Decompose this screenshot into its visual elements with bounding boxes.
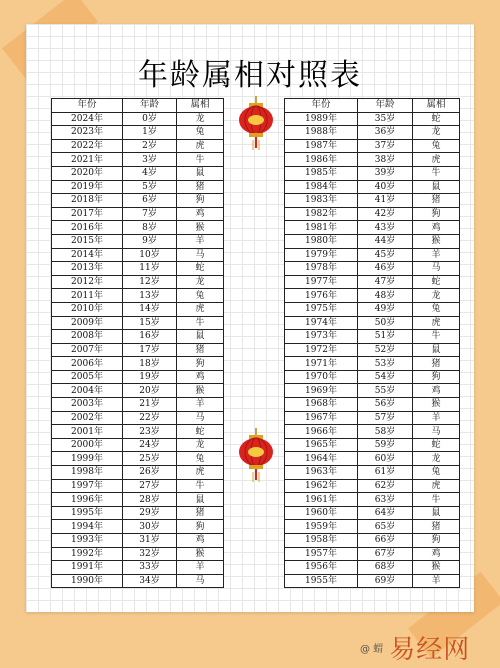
age-cell: 49岁: [358, 302, 413, 316]
zodiac-cell: 蛇: [177, 262, 224, 276]
zodiac-cell: 龙: [177, 438, 224, 452]
age-cell: 31岁: [123, 534, 177, 548]
zodiac-cell: 羊: [413, 411, 460, 425]
year-cell: 1979年: [285, 248, 358, 262]
table-row: [285, 180, 460, 194]
table-row: [52, 180, 224, 194]
table-row: [52, 153, 224, 167]
year-cell: 2014年: [52, 248, 123, 262]
table-row: [285, 493, 460, 507]
zodiac-cell: 龙: [177, 275, 224, 289]
zodiac-cell: 鸡: [413, 547, 460, 561]
year-cell: 1982年: [285, 207, 358, 221]
year-cell: 1995年: [52, 506, 123, 520]
table-row: [285, 330, 460, 344]
age-cell: 56岁: [358, 398, 413, 412]
year-cell: 1989年: [285, 112, 358, 126]
header-year: 年份: [285, 99, 358, 113]
age-cell: 16岁: [123, 330, 177, 344]
table-row: [285, 411, 460, 425]
table-row: [52, 275, 224, 289]
year-cell: 1974年: [285, 316, 358, 330]
table-row: [285, 153, 460, 167]
age-cell: 41岁: [358, 194, 413, 208]
year-cell: 1978年: [285, 262, 358, 276]
age-cell: 61岁: [358, 466, 413, 480]
year-cell: 1991年: [52, 561, 123, 575]
year-cell: 1984年: [285, 180, 358, 194]
year-cell: 1958年: [285, 534, 358, 548]
age-cell: 14岁: [123, 302, 177, 316]
zodiac-cell: 虎: [177, 302, 224, 316]
age-cell: 12岁: [123, 275, 177, 289]
table-row: [285, 534, 460, 548]
table-row: [52, 343, 224, 357]
year-cell: 2023年: [52, 126, 123, 140]
table-row: [285, 302, 460, 316]
table-row: [285, 221, 460, 235]
age-cell: 6岁: [123, 194, 177, 208]
year-cell: 2024年: [52, 112, 123, 126]
watermark: [360, 630, 470, 664]
table-row: [285, 466, 460, 480]
year-cell: 2020年: [52, 166, 123, 180]
table-row: [52, 166, 224, 180]
zodiac-cell: 狗: [413, 207, 460, 221]
zodiac-cell: 鼠: [177, 330, 224, 344]
year-cell: 1955年: [285, 574, 358, 588]
zodiac-cell: 牛: [413, 493, 460, 507]
table-row: [52, 316, 224, 330]
zodiac-cell: 猪: [413, 520, 460, 534]
table-row: [285, 112, 460, 126]
year-cell: 2002年: [52, 411, 123, 425]
zodiac-cell: 兔: [177, 289, 224, 303]
year-cell: 1966年: [285, 425, 358, 439]
year-cell: 1968年: [285, 398, 358, 412]
zodiac-cell: 鸡: [413, 221, 460, 235]
age-cell: 8岁: [123, 221, 177, 235]
year-cell: 1970年: [285, 370, 358, 384]
table-row: [52, 479, 224, 493]
zodiac-cell: 蛇: [413, 438, 460, 452]
zodiac-cell: 鸡: [413, 384, 460, 398]
zodiac-cell: 羊: [177, 234, 224, 248]
table-row: [52, 438, 224, 452]
table-row: [52, 466, 224, 480]
age-cell: 4岁: [123, 166, 177, 180]
header-year: 年份: [52, 99, 123, 113]
year-cell: 1969年: [285, 384, 358, 398]
table-row: [52, 302, 224, 316]
age-cell: 25岁: [123, 452, 177, 466]
year-cell: 2011年: [52, 289, 123, 303]
table-row: [285, 479, 460, 493]
age-cell: 42岁: [358, 207, 413, 221]
age-cell: 9岁: [123, 234, 177, 248]
zodiac-cell: 虎: [413, 316, 460, 330]
year-cell: 1990年: [52, 574, 123, 588]
watermark-handle: @ 蝟: [360, 643, 384, 655]
age-cell: 39岁: [358, 166, 413, 180]
year-cell: 2019年: [52, 180, 123, 194]
age-cell: 62岁: [358, 479, 413, 493]
year-cell: 1988年: [285, 126, 358, 140]
zodiac-cell: 鸡: [177, 534, 224, 548]
table-row: [52, 547, 224, 561]
table-row: [285, 398, 460, 412]
age-cell: 65岁: [358, 520, 413, 534]
year-cell: 2022年: [52, 139, 123, 153]
age-cell: 20岁: [123, 384, 177, 398]
year-cell: 1956年: [285, 561, 358, 575]
age-cell: 58岁: [358, 425, 413, 439]
age-cell: 53岁: [358, 357, 413, 371]
zodiac-cell: 牛: [177, 479, 224, 493]
age-cell: 18岁: [123, 357, 177, 371]
zodiac-cell: 虎: [413, 153, 460, 167]
year-cell: 1998年: [52, 466, 123, 480]
age-cell: 10岁: [123, 248, 177, 262]
table-row: [52, 330, 224, 344]
left-table-body: [52, 112, 224, 588]
header-zodiac: 属相: [413, 99, 460, 113]
zodiac-cell: 猪: [177, 506, 224, 520]
year-cell: 2003年: [52, 398, 123, 412]
age-cell: 40岁: [358, 180, 413, 194]
table-row: [285, 561, 460, 575]
age-cell: 51岁: [358, 330, 413, 344]
zodiac-cell: 猴: [177, 547, 224, 561]
zodiac-cell: 蛇: [177, 425, 224, 439]
table-row: [285, 547, 460, 561]
table-row: [52, 452, 224, 466]
year-cell: 1964年: [285, 452, 358, 466]
age-cell: 17岁: [123, 343, 177, 357]
zodiac-cell: 猴: [413, 234, 460, 248]
age-cell: 46岁: [358, 262, 413, 276]
zodiac-cell: 牛: [413, 330, 460, 344]
table-row: [52, 384, 224, 398]
age-cell: 3岁: [123, 153, 177, 167]
table-row: [52, 234, 224, 248]
table-row: [285, 343, 460, 357]
year-cell: 2012年: [52, 275, 123, 289]
age-cell: 29岁: [123, 506, 177, 520]
year-cell: 1962年: [285, 479, 358, 493]
table-row: [52, 561, 224, 575]
zodiac-cell: 龙: [177, 112, 224, 126]
year-cell: 2005年: [52, 370, 123, 384]
table-row: [285, 438, 460, 452]
age-cell: 36岁: [358, 126, 413, 140]
zodiac-cell: 羊: [177, 561, 224, 575]
zodiac-cell: 鸡: [177, 370, 224, 384]
year-cell: 1975年: [285, 302, 358, 316]
zodiac-cell: 马: [413, 425, 460, 439]
table-header-row: [52, 99, 224, 113]
year-cell: 1976年: [285, 289, 358, 303]
zodiac-cell: 狗: [413, 534, 460, 548]
year-cell: 1980年: [285, 234, 358, 248]
age-cell: 21岁: [123, 398, 177, 412]
header-age: 年龄: [123, 99, 177, 113]
table-row: [285, 207, 460, 221]
age-cell: 52岁: [358, 343, 413, 357]
year-cell: 1987年: [285, 139, 358, 153]
table-row: [52, 493, 224, 507]
age-cell: 13岁: [123, 289, 177, 303]
zodiac-cell: 鼠: [177, 493, 224, 507]
age-cell: 63岁: [358, 493, 413, 507]
year-cell: 1965年: [285, 438, 358, 452]
zodiac-cell: 猴: [413, 398, 460, 412]
age-cell: 35岁: [358, 112, 413, 126]
age-cell: 0岁: [123, 112, 177, 126]
zodiac-cell: 兔: [177, 126, 224, 140]
age-cell: 34岁: [123, 574, 177, 588]
age-cell: 2岁: [123, 139, 177, 153]
age-cell: 38岁: [358, 153, 413, 167]
zodiac-cell: 鼠: [413, 343, 460, 357]
table-row: [52, 574, 224, 588]
zodiac-cell: 羊: [413, 574, 460, 588]
age-cell: 22岁: [123, 411, 177, 425]
age-cell: 27岁: [123, 479, 177, 493]
year-cell: 2006年: [52, 357, 123, 371]
age-cell: 66岁: [358, 534, 413, 548]
zodiac-cell: 鸡: [177, 207, 224, 221]
age-cell: 7岁: [123, 207, 177, 221]
right-table-body: [285, 112, 460, 588]
age-cell: 28岁: [123, 493, 177, 507]
year-cell: 1967年: [285, 411, 358, 425]
zodiac-cell: 狗: [413, 370, 460, 384]
year-cell: 2015年: [52, 234, 123, 248]
table-row: [285, 357, 460, 371]
year-cell: 1960年: [285, 506, 358, 520]
year-cell: 2004年: [52, 384, 123, 398]
age-cell: 57岁: [358, 411, 413, 425]
age-cell: 11岁: [123, 262, 177, 276]
age-cell: 43岁: [358, 221, 413, 235]
table-header-row: [285, 99, 460, 113]
table-row: [285, 262, 460, 276]
table-row: [52, 248, 224, 262]
zodiac-cell: 狗: [177, 194, 224, 208]
age-cell: 64岁: [358, 506, 413, 520]
table-row: [52, 207, 224, 221]
year-cell: 1957年: [285, 547, 358, 561]
table-row: [52, 506, 224, 520]
zodiac-cell: 龙: [413, 126, 460, 140]
year-cell: 1959年: [285, 520, 358, 534]
age-cell: 33岁: [123, 561, 177, 575]
watermark-brand: 易经网: [389, 634, 471, 665]
year-cell: 1996年: [52, 493, 123, 507]
age-cell: 50岁: [358, 316, 413, 330]
right-table: [284, 98, 460, 588]
year-cell: 2000年: [52, 438, 123, 452]
age-cell: 15岁: [123, 316, 177, 330]
year-cell: 1971年: [285, 357, 358, 371]
age-cell: 26岁: [123, 466, 177, 480]
year-cell: 1961年: [285, 493, 358, 507]
page-title: 年龄属相对照表: [138, 58, 362, 93]
zodiac-cell: 马: [413, 262, 460, 276]
zodiac-cell: 猪: [177, 343, 224, 357]
age-cell: 30岁: [123, 520, 177, 534]
year-cell: 1994年: [52, 520, 123, 534]
table-row: [52, 425, 224, 439]
year-cell: 1972年: [285, 343, 358, 357]
year-cell: 2001年: [52, 425, 123, 439]
table-row: [285, 316, 460, 330]
zodiac-cell: 狗: [177, 357, 224, 371]
zodiac-cell: 虎: [413, 479, 460, 493]
year-cell: 2017年: [52, 207, 123, 221]
zodiac-cell: 兔: [413, 302, 460, 316]
zodiac-cell: 兔: [413, 139, 460, 153]
zodiac-cell: 猪: [177, 180, 224, 194]
table-row: [285, 370, 460, 384]
zodiac-cell: 牛: [413, 166, 460, 180]
header-age: 年龄: [358, 99, 413, 113]
age-cell: 59岁: [358, 438, 413, 452]
table-row: [52, 126, 224, 140]
age-cell: 67岁: [358, 547, 413, 561]
zodiac-cell: 蛇: [413, 112, 460, 126]
zodiac-cell: 猴: [177, 221, 224, 235]
zodiac-cell: 羊: [177, 398, 224, 412]
year-cell: 2008年: [52, 330, 123, 344]
zodiac-cell: 狗: [177, 520, 224, 534]
year-cell: 1999年: [52, 452, 123, 466]
age-cell: 1岁: [123, 126, 177, 140]
zodiac-cell: 猴: [177, 384, 224, 398]
zodiac-cell: 虎: [177, 466, 224, 480]
table-row: [52, 289, 224, 303]
year-cell: 2016年: [52, 221, 123, 235]
table-row: [285, 248, 460, 262]
year-cell: 2010年: [52, 302, 123, 316]
table-row: [285, 194, 460, 208]
lantern-icon: [236, 428, 276, 488]
table-row: [52, 221, 224, 235]
year-cell: 1986年: [285, 153, 358, 167]
age-cell: 60岁: [358, 452, 413, 466]
zodiac-cell: 兔: [413, 466, 460, 480]
zodiac-cell: 马: [177, 411, 224, 425]
zodiac-cell: 虎: [177, 139, 224, 153]
age-cell: 24岁: [123, 438, 177, 452]
header-zodiac: 属相: [177, 99, 224, 113]
zodiac-cell: 羊: [413, 248, 460, 262]
table-row: [52, 534, 224, 548]
year-cell: 1983年: [285, 194, 358, 208]
age-cell: 5岁: [123, 180, 177, 194]
age-cell: 32岁: [123, 547, 177, 561]
table-row: [285, 126, 460, 140]
table-row: [52, 262, 224, 276]
table-row: [285, 289, 460, 303]
table-row: [285, 452, 460, 466]
zodiac-cell: 猴: [413, 561, 460, 575]
year-cell: 1977年: [285, 275, 358, 289]
zodiac-cell: 鼠: [413, 180, 460, 194]
table-row: [285, 139, 460, 153]
table-row: [52, 194, 224, 208]
table-row: [52, 398, 224, 412]
table-row: [285, 520, 460, 534]
age-cell: 48岁: [358, 289, 413, 303]
table-row: [285, 234, 460, 248]
table-row: [52, 411, 224, 425]
year-cell: 1985年: [285, 166, 358, 180]
zodiac-cell: 牛: [177, 316, 224, 330]
age-cell: 69岁: [358, 574, 413, 588]
zodiac-cell: 鼠: [177, 166, 224, 180]
table-row: [285, 384, 460, 398]
table-row: [52, 139, 224, 153]
year-cell: 2009年: [52, 316, 123, 330]
year-cell: 2018年: [52, 194, 123, 208]
zodiac-cell: 龙: [413, 289, 460, 303]
year-cell: 1981年: [285, 221, 358, 235]
zodiac-cell: 马: [177, 248, 224, 262]
age-cell: 68岁: [358, 561, 413, 575]
year-cell: 1997年: [52, 479, 123, 493]
table-row: [52, 112, 224, 126]
table-row: [285, 275, 460, 289]
lantern-icon: [236, 96, 276, 156]
year-cell: 1973年: [285, 330, 358, 344]
year-cell: 1992年: [52, 547, 123, 561]
table-row: [285, 425, 460, 439]
zodiac-cell: 兔: [177, 452, 224, 466]
table-row: [285, 574, 460, 588]
table-row: [285, 166, 460, 180]
age-cell: 54岁: [358, 370, 413, 384]
zodiac-cell: 马: [177, 574, 224, 588]
left-table: [51, 98, 224, 588]
year-cell: 2013年: [52, 262, 123, 276]
age-cell: 44岁: [358, 234, 413, 248]
table-row: [52, 520, 224, 534]
year-cell: 2021年: [52, 153, 123, 167]
age-cell: 55岁: [358, 384, 413, 398]
zodiac-cell: 蛇: [413, 275, 460, 289]
year-cell: 2007年: [52, 343, 123, 357]
table-row: [285, 506, 460, 520]
zodiac-cell: 牛: [177, 153, 224, 167]
table-row: [52, 370, 224, 384]
age-cell: 45岁: [358, 248, 413, 262]
age-cell: 19岁: [123, 370, 177, 384]
year-cell: 1993年: [52, 534, 123, 548]
table-row: [52, 357, 224, 371]
zodiac-cell: 龙: [413, 452, 460, 466]
zodiac-cell: 猪: [413, 194, 460, 208]
zodiac-cell: 鼠: [413, 506, 460, 520]
year-cell: 1963年: [285, 466, 358, 480]
age-cell: 47岁: [358, 275, 413, 289]
age-cell: 37岁: [358, 139, 413, 153]
zodiac-cell: 猪: [413, 357, 460, 371]
age-cell: 23岁: [123, 425, 177, 439]
